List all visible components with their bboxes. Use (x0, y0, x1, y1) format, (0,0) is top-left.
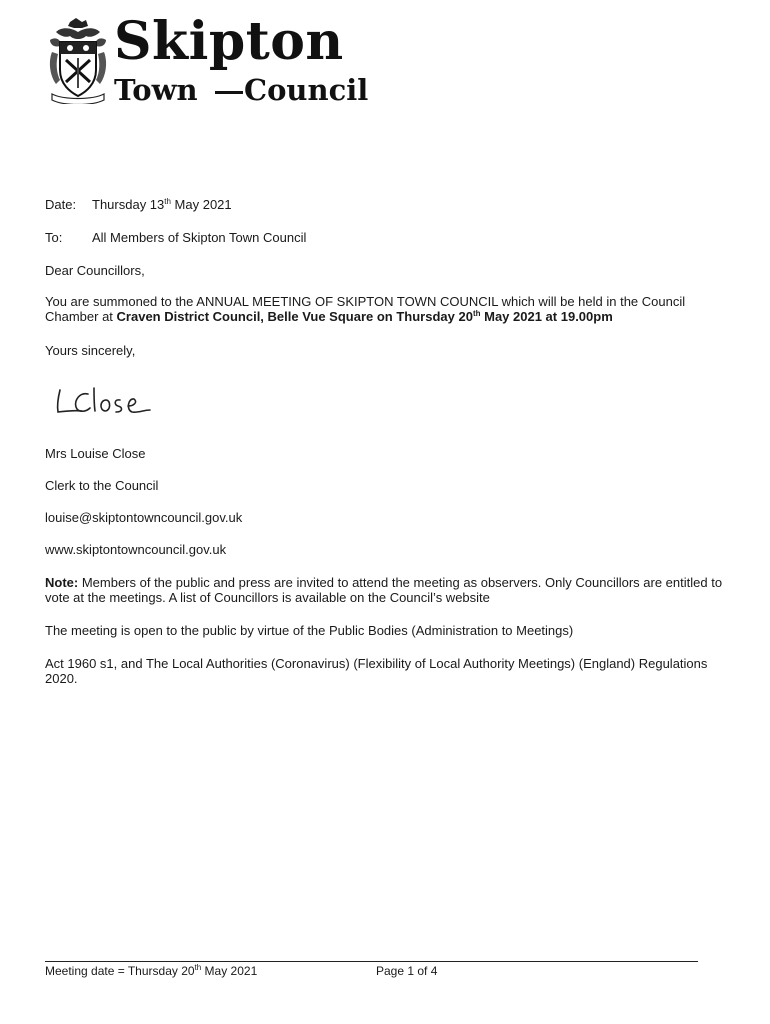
footer-meeting-date: Meeting date = Thursday 20th May 2021 (45, 963, 258, 978)
to-value: All Members of Skipton Town Council (92, 230, 307, 245)
closing: Yours sincerely, (45, 343, 136, 358)
coat-of-arms-icon (48, 18, 108, 104)
logo-wordmark-skipton: Skipton (114, 11, 344, 72)
logo-wordmark-council: Council (244, 73, 369, 107)
contact-email[interactable]: louise@skiptontowncouncil.gov.uk (45, 510, 243, 525)
page-number: Page 1 of 4 (376, 964, 438, 978)
date-label: Date: (45, 197, 77, 212)
handwritten-signature (52, 380, 162, 425)
website-link[interactable]: www.skiptontowncouncil.gov.uk (45, 542, 227, 557)
council-logo (48, 11, 388, 108)
recipient-line (45, 230, 306, 245)
signatory-title: Clerk to the Council (45, 478, 159, 493)
meeting-venue-time: Craven District Council, Belle Vue Square on Thursday 20th May 2021 at 19.00pm (116, 309, 613, 324)
logo-divider (215, 91, 243, 94)
salutation: Dear Councillors, (45, 263, 145, 278)
date-line (45, 197, 232, 212)
footer-divider (45, 961, 698, 962)
date-value: Thursday 13th May 2021 (92, 197, 232, 212)
signatory-name: Mrs Louise Close (45, 446, 146, 461)
logo-wordmark-town: Town (114, 73, 198, 107)
open-meeting-paragraph: The meeting is open to the public by virtue of the Public Bodies (Administration to Meetings) (45, 623, 574, 638)
legislation-paragraph: Act 1960 s1, and The Local Authorities (Coronavirus) (Flexibility of Local Authority Meetings) (England) Regulations 2020. (45, 656, 708, 686)
summons-paragraph: You are summoned to the ANNUAL MEETING OF SKIPTON TOWN COUNCIL which will be held in the Council Chamber at Craven District Council, Belle Vue Square on Thursday 20th May 2021 at 19.00pm (45, 294, 686, 324)
note-paragraph: Note: Members of the public and press are invited to attend the meeting as observers. Only Councillors are entitled to vote at the meetings. A list of Councillors is available on the Council’s website (45, 575, 723, 605)
to-label: To: (45, 230, 63, 245)
note-label: Note: (45, 575, 79, 590)
